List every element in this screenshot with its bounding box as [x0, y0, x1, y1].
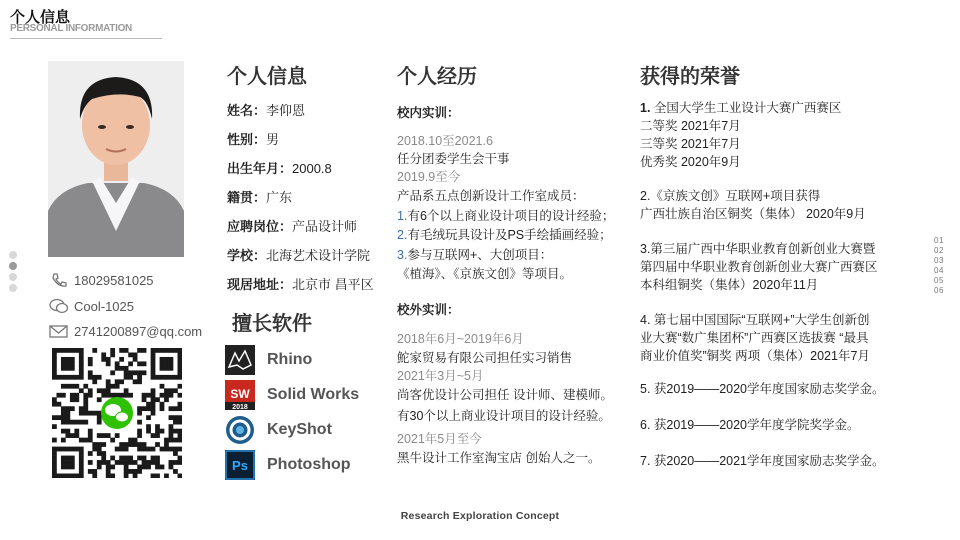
- info-gender: 性别：男: [227, 132, 280, 147]
- contact-phone: 18029581025: [48, 271, 154, 289]
- honor-1-line-2: 二等奖 2021年7月: [640, 119, 741, 133]
- honor-1-line-3: 三等奖 2021年7月: [640, 137, 741, 151]
- profile-section-title: 个人信息: [227, 66, 307, 88]
- page-number[interactable]: 01: [934, 236, 944, 245]
- page-number[interactable]: 06: [934, 286, 944, 295]
- keyshot-icon: [225, 415, 255, 445]
- profile-photo: [48, 61, 184, 257]
- info-hometown: 籍贯：广东: [227, 190, 293, 205]
- outside-training-title: 校外实训：: [397, 303, 460, 317]
- campus-text-2: 产品系五点创新设计工作室成员：: [397, 189, 585, 203]
- wechat-qr-code: [52, 348, 182, 478]
- skill-solidworks: SW 2018 Solid Works: [225, 380, 359, 410]
- skill-photoshop: Ps Photoshop: [225, 450, 351, 480]
- page-number[interactable]: 02: [934, 246, 944, 255]
- info-birth: 出生年月：2000.8: [227, 161, 332, 176]
- skills-section-title: 擅长软件: [232, 313, 312, 335]
- page-subtitle: PERSONAL INFORMATION: [10, 23, 132, 34]
- honor-5: 5. 获2019——2020学年度国家励志奖学金。: [640, 382, 885, 396]
- honor-6: 6. 获2019——2020学年度学院奖学金。: [640, 418, 860, 432]
- campus-item-4: 《植海》、《京族文创》等项目。: [397, 267, 573, 281]
- info-address: 现居地址：北京市 昌平区: [227, 277, 374, 292]
- svg-text:SW: SW: [230, 387, 250, 401]
- wechat-icon: [48, 297, 70, 315]
- honor-7: 7. 获2020——2021学年度国家励志奖学金。: [640, 454, 885, 468]
- skill-rhino: Rhino: [225, 345, 312, 375]
- phone-icon: [48, 271, 70, 289]
- slide-dots: [9, 251, 17, 295]
- info-position: 应聘岗位：产品设计师: [227, 219, 358, 234]
- honor-4: 4. 第七届中国国际“互联网+”大学生创新创: [640, 313, 870, 327]
- campus-date-1: 2018.10至2021.6: [397, 134, 493, 148]
- email-icon: [48, 322, 70, 340]
- contact-email: 2741200897@qq.com: [48, 322, 202, 340]
- campus-training-title: 校内实训：: [397, 106, 460, 120]
- outside-date-1: 2018年6月~2019年6月: [397, 332, 524, 346]
- honor-3: 3.第三届广西中华职业教育创新创业大赛暨: [640, 242, 876, 256]
- slide-dot[interactable]: [9, 273, 17, 281]
- outside-text-4: 黑牛设计工作室淘宝店 创始人之一。: [397, 451, 601, 465]
- honor-2-line-2: 广西壮族自治区铜奖（集体） 2020年9月: [640, 207, 866, 221]
- photoshop-icon: [225, 450, 255, 480]
- contact-wechat: Cool-1025: [48, 297, 134, 315]
- page-indicator: [934, 236, 944, 296]
- outside-text-2: 尚客优设计公司担任 设计师、建模师。: [397, 388, 613, 402]
- campus-date-2: 2019.9至今: [397, 170, 461, 184]
- honor-3-line-2: 第四届中华职业教育创新创业大赛广西赛区: [640, 260, 878, 274]
- page-title: 个人信息: [10, 9, 71, 26]
- campus-text-1: 任分团委学生会干事: [397, 152, 510, 166]
- page-number[interactable]: 05: [934, 276, 944, 285]
- honor-1: 1. 全国大学生工业设计大赛广西赛区: [640, 101, 842, 115]
- slide-dot[interactable]: [9, 251, 17, 259]
- footer-tagline: Research Exploration Concept: [400, 510, 560, 522]
- honor-3-line-3: 本科组铜奖（集体）2020年11月: [640, 278, 819, 292]
- page-number[interactable]: 03: [934, 256, 944, 265]
- experience-section-title: 个人经历: [397, 66, 477, 88]
- slide-dot-active[interactable]: [9, 262, 17, 270]
- outside-text-3: 有30个以上商业设计项目的设计经验。: [397, 409, 611, 423]
- honor-4-line-2: 业大赛“数广集团杯”广西赛区选拔赛 “最具: [640, 331, 869, 345]
- svg-text:Ps: Ps: [232, 458, 248, 473]
- header-divider: [10, 38, 162, 39]
- svg-text:2018: 2018: [232, 404, 248, 410]
- outside-date-3: 2021年5月至今: [397, 432, 482, 446]
- campus-item-2: 2.有毛绒玩具设计及PS手绘插画经验；: [397, 228, 612, 242]
- campus-item-1: 1.有6个以上商业设计项目的设计经验；: [397, 209, 615, 223]
- info-school: 学校：北海艺术设计学院: [227, 248, 371, 263]
- page-number[interactable]: 04: [934, 266, 944, 275]
- rhino-icon: [225, 345, 255, 375]
- outside-date-2: 2021年3月~5月: [397, 369, 484, 383]
- skill-keyshot: KeyShot: [225, 415, 332, 445]
- solidworks-icon: [225, 380, 255, 410]
- info-name: 姓名：李仰恩: [227, 103, 306, 118]
- slide-dot[interactable]: [9, 284, 17, 292]
- honor-4-line-3: 商业价值奖”铜奖 两项（集体）2021年7月: [640, 349, 870, 363]
- honors-section-title: 获得的荣誉: [640, 66, 740, 88]
- honor-2: 2.《京族文创》互联网+项目获得: [640, 189, 821, 203]
- outside-text-1: 鮀家贸易有限公司担任实习销售: [397, 351, 573, 365]
- campus-item-3: 3.参与互联网+、大创项目：: [397, 248, 553, 262]
- honor-1-line-4: 优秀奖 2020年9月: [640, 155, 741, 169]
